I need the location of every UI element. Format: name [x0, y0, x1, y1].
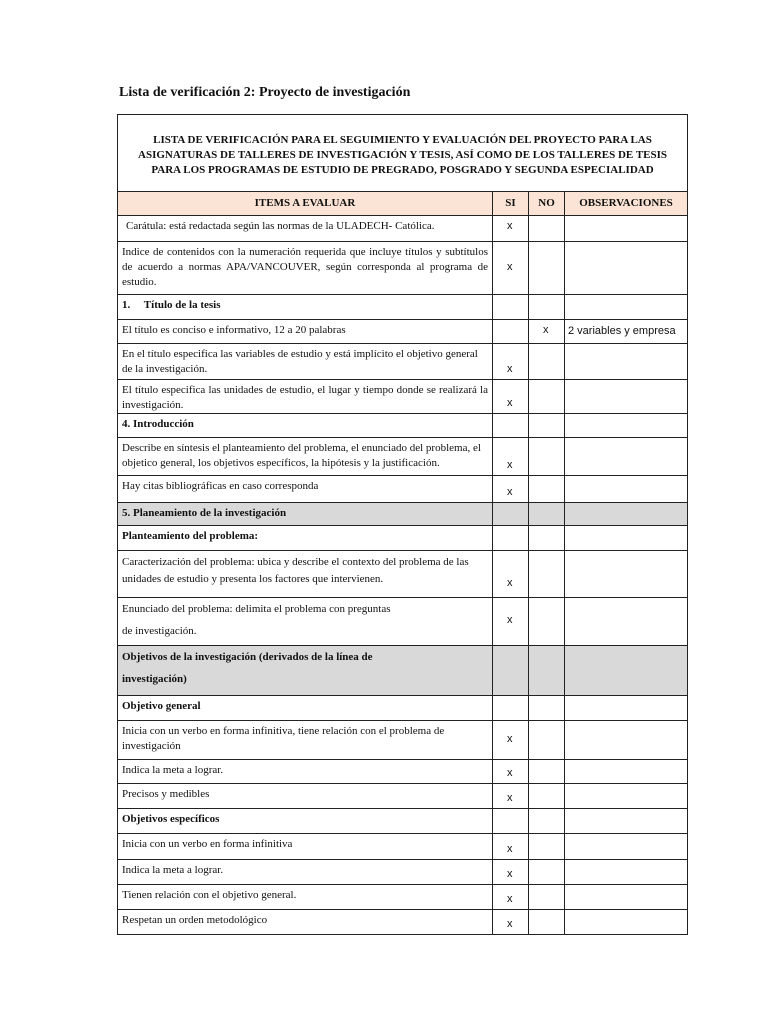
si-mark — [493, 696, 529, 721]
observation — [565, 784, 688, 809]
si-mark: x — [493, 438, 529, 476]
item-text: Inicia con un verbo en forma infinitiva, tiene relación con el problema de investigación — [118, 721, 493, 760]
observation — [565, 809, 688, 834]
no-mark — [529, 760, 565, 784]
no-mark — [529, 414, 565, 438]
subsection-title: Objetivos específicos — [118, 809, 493, 834]
si-mark: x — [493, 598, 529, 646]
checklist-table — [117, 114, 688, 935]
no-mark: x — [529, 320, 565, 344]
item-text: Caracterización del problema: ubica y describe el contexto del problema de las unidades de estudio y presenta los factores que intervienen. — [118, 551, 493, 598]
checklist-header: LISTA DE VERIFICACIÓN PARA EL SEGUIMIENTO Y EVALUACIÓN DEL PROYECTO PARA LAS ASIGNATURAS DE TALLERES DE INVESTIGACIÓN Y TESIS, ASÍ COMO DE LOS TALLERES DE TESIS PARA LOS PROGRAMAS DE ESTUDIO DE PREGRADO, POSGRADO Y SEGUNDA ESPECIALIDAD — [118, 115, 688, 192]
observation — [565, 295, 688, 320]
table-row — [118, 242, 688, 295]
item-text: Tienen relación con el objetivo general. — [118, 885, 493, 910]
si-mark — [493, 295, 529, 320]
observation — [565, 721, 688, 760]
observation — [565, 834, 688, 860]
observation: 2 variables y empresa — [565, 320, 688, 344]
column-header-observaciones: OBSERVACIONES — [565, 192, 688, 216]
si-mark: x — [493, 344, 529, 380]
no-mark — [529, 809, 565, 834]
observation — [565, 551, 688, 598]
no-mark — [529, 910, 565, 935]
si-mark: x — [493, 551, 529, 598]
si-mark — [493, 809, 529, 834]
table-row — [118, 784, 688, 809]
no-mark — [529, 860, 565, 885]
observation — [565, 380, 688, 414]
si-mark: x — [493, 760, 529, 784]
table-row — [118, 414, 688, 438]
si-mark: x — [493, 216, 529, 242]
no-mark — [529, 295, 565, 320]
no-mark — [529, 344, 565, 380]
table-row — [118, 696, 688, 721]
table-row — [118, 551, 688, 598]
no-mark — [529, 834, 565, 860]
section-title — [118, 646, 493, 696]
table-row — [118, 834, 688, 860]
si-mark: x — [493, 476, 529, 503]
no-mark — [529, 216, 565, 242]
item-text: En el título especifica las variables de estudio y está implícito el objetivo general de la investigación. — [118, 344, 493, 380]
table-row — [118, 809, 688, 834]
no-mark — [529, 646, 565, 696]
observation — [565, 344, 688, 380]
no-mark — [529, 721, 565, 760]
item-text: Inicia con un verbo en forma infinitiva — [118, 834, 493, 860]
si-mark: x — [493, 885, 529, 910]
item-text: Hay citas bibliográficas en caso corresponda — [118, 476, 493, 503]
observation — [565, 910, 688, 935]
column-header-no: NO — [529, 192, 565, 216]
item-text: El título es conciso e informativo, 12 a 20 palabras — [118, 320, 493, 344]
table-row — [118, 646, 688, 696]
section-title: 5. Planeamiento de la investigación — [118, 503, 493, 526]
no-mark — [529, 380, 565, 414]
table-row — [118, 344, 688, 380]
table-row — [118, 320, 688, 344]
observation — [565, 438, 688, 476]
si-mark: x — [493, 242, 529, 295]
observation — [565, 476, 688, 503]
table-row — [118, 295, 688, 320]
item-text: Precisos y medibles — [118, 784, 493, 809]
item-text: Carátula: está redactada según las normas de la ULADECH- Católica. — [118, 216, 493, 242]
item-text: El título especifica las unidades de estudio, el lugar y tiempo donde se realizará la investigación. — [118, 380, 493, 414]
si-mark: x — [493, 860, 529, 885]
table-row — [118, 885, 688, 910]
item-text: Indica la meta a lograr. — [118, 860, 493, 885]
si-mark — [493, 320, 529, 344]
observation — [565, 860, 688, 885]
si-mark: x — [493, 784, 529, 809]
section-title-line: investigación) — [122, 673, 187, 685]
no-mark — [529, 476, 565, 503]
si-mark — [493, 414, 529, 438]
section-title: 1. Título de la tesis — [118, 295, 493, 320]
observation — [565, 598, 688, 646]
item-text-line: de investigación. — [122, 625, 197, 637]
no-mark — [529, 526, 565, 551]
table-row — [118, 721, 688, 760]
observation — [565, 216, 688, 242]
si-mark: x — [493, 380, 529, 414]
observation — [565, 503, 688, 526]
si-mark: x — [493, 910, 529, 935]
observation — [565, 414, 688, 438]
si-mark — [493, 503, 529, 526]
table-row — [118, 216, 688, 242]
no-mark — [529, 784, 565, 809]
item-text: Describe en síntesis el planteamiento del problema, el enunciado del problema, el objetico general, los objetivos específicos, la hipótesis y la justificación. — [118, 438, 493, 476]
table-row — [118, 860, 688, 885]
table-row — [118, 910, 688, 935]
table-row — [118, 438, 688, 476]
subsection-title: Planteamiento del problema: — [118, 526, 493, 551]
no-mark — [529, 885, 565, 910]
table-row — [118, 598, 688, 646]
no-mark — [529, 503, 565, 526]
observation — [565, 760, 688, 784]
si-mark — [493, 646, 529, 696]
section-title: 4. Introducción — [118, 414, 493, 438]
column-header-si: SI — [493, 192, 529, 216]
item-text: Indica la meta a lograr. — [118, 760, 493, 784]
table-row — [118, 503, 688, 526]
no-mark — [529, 598, 565, 646]
table-row — [118, 476, 688, 503]
no-mark — [529, 551, 565, 598]
si-mark — [493, 526, 529, 551]
item-text — [118, 598, 493, 646]
observation — [565, 646, 688, 696]
observation — [565, 242, 688, 295]
observation — [565, 885, 688, 910]
observation — [565, 696, 688, 721]
observation — [565, 526, 688, 551]
section-title-line: Objetivos de la investigación (derivados de la línea de — [122, 651, 373, 663]
no-mark — [529, 438, 565, 476]
column-header-items: ITEMS A EVALUAR — [118, 192, 493, 216]
no-mark — [529, 242, 565, 295]
item-text-line: Enunciado del problema: delimita el problema con preguntas — [122, 603, 391, 615]
table-row — [118, 380, 688, 414]
page-title: Lista de verificación 2: Proyecto de investigación — [119, 85, 411, 100]
si-mark: x — [493, 721, 529, 760]
si-mark: x — [493, 834, 529, 860]
item-text: Respetan un orden metodológico — [118, 910, 493, 935]
item-text: Indice de contenidos con la numeración requerida que incluye títulos y subtítulos de acuerdo a normas APA/VANCOUVER, según corresponda al programa de estudio. — [118, 242, 493, 295]
table-row — [118, 526, 688, 551]
table-row — [118, 760, 688, 784]
subsection-title: Objetivo general — [118, 696, 493, 721]
no-mark — [529, 696, 565, 721]
